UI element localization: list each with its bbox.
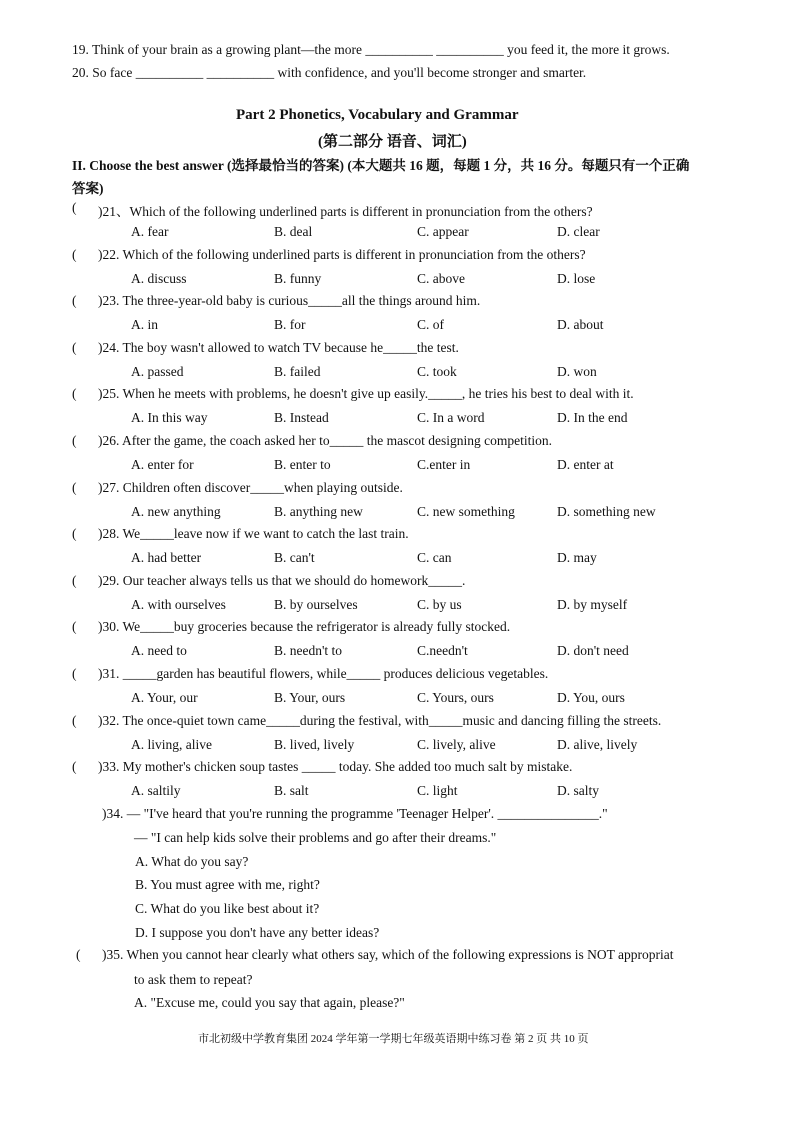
option-b: B. for [274,317,306,332]
page-footer: 市北初级中学教育集团 2024 学年第一学期七年级英语期中练习卷 第 2 页 共 10 页 [198,1033,589,1045]
option-a: A. saltily [131,783,181,798]
options-row [0,737,794,757]
options-row [0,597,794,617]
question-29 [0,573,794,593]
question-stem: )33. My mother's chicken soup tastes _____ today. She added too much salt by mistake. [98,759,573,774]
option-b: B. Your, ours [274,690,346,705]
question-stem: )28. We_____leave now if we want to catch the last train. [98,526,409,541]
question-stem: )29. Our teacher always tells us that we should do homework_____. [98,573,466,588]
option-a: A. in [131,317,158,332]
options-row [0,224,794,244]
answer-paren: ( [72,480,77,495]
option-d: D. You, ours [557,690,625,705]
option-d: D. by myself [557,597,628,612]
answer-paren: ( [72,526,77,541]
option-a: A. had better [131,550,202,565]
option-a: A. new anything [131,504,221,519]
option-c: C. lively, alive [417,737,496,752]
options-row [0,317,794,337]
question-stem: )21、Which of the following underlined parts is different in pronunciation from the others? [98,204,593,219]
answer-paren: ( [72,386,77,401]
answer-paren: ( [72,340,77,355]
question-35 [0,947,794,967]
question-21 [0,200,794,220]
section-heading-cont: 答案) [72,181,104,196]
option-d: D. In the end [557,410,628,425]
answer-paren: ( [72,247,77,262]
option-d: D. don't need [557,643,629,658]
question-stem: )24. The boy wasn't allowed to watch TV because he_____the test. [98,340,459,355]
option-b: B. failed [274,364,321,379]
options-row [0,550,794,570]
option-c: C. new something [417,504,515,519]
option-b: B. needn't to [274,643,343,658]
option-d: D. something new [557,504,656,519]
question-stem: )23. The three-year-old baby is curious_____all the things around him. [98,293,481,308]
question-stem: )35. When you cannot hear clearly what others say, which of the following expressions is NOT appropriat [102,947,674,962]
question-34 [0,806,794,826]
question-stem: )32. The once-quiet town came_____during the festival, with_____music and dancing filling the streets. [98,713,662,728]
option-d: D. lose [557,271,596,286]
options-row [0,271,794,291]
option-c: C. of [417,317,444,332]
option-d: D. may [557,550,597,565]
question-26 [0,433,794,453]
option-c: C.needn't [417,643,468,658]
option-a: A. living, alive [131,737,212,752]
option-a: A. discuss [131,271,187,286]
question-23 [0,293,794,313]
answer-paren: ( [72,666,77,681]
option-c: C. by us [417,597,462,612]
option-c: C. took [417,364,457,379]
options-row [0,783,794,803]
question-32 [0,713,794,733]
question-22 [0,247,794,267]
option-b: B. by ourselves [274,597,358,612]
option-b: B. salt [274,783,309,798]
options-row [0,364,794,384]
dialogue-reply: — "I can help kids solve their problems and go after their dreams." [134,830,497,845]
option-c: C. light [417,783,458,798]
question-stem: )34. — "I've heard that you're running the programme 'Teenager Helper'. _______________." [102,806,608,821]
option-d: D. salty [557,783,599,798]
question-stem-cont: to ask them to repeat? [134,972,253,987]
option-c: C. appear [417,224,469,239]
question-stem: )25. When he meets with problems, he doesn't give up easily._____, he tries his best to deal with it. [98,386,634,401]
option-c: C. can [417,550,452,565]
options-row [0,457,794,477]
option-a: A. with ourselves [131,597,226,612]
question-stem: )31. _____garden has beautiful flowers, while_____ produces delicious vegetables. [98,666,549,681]
section-heading: II. Choose the best answer (选择最恰当的答案) (本大题共 16 题，每题 1 分，共 16 分。每题只有一个正确 [72,158,690,173]
answer-paren: ( [72,619,77,634]
question-27 [0,480,794,500]
option-c: C. above [417,271,465,286]
option-a: A. fear [131,224,169,239]
question-33 [0,759,794,779]
option-b: B. Instead [274,410,329,425]
option-c: C. What do you like best about it? [135,901,320,916]
options-row [0,410,794,430]
option-c: C. Yours, ours [417,690,494,705]
answer-paren: ( [72,293,77,308]
options-row [0,690,794,710]
option-a: A. Your, our [131,690,198,705]
option-c: C. In a word [417,410,485,425]
question-31 [0,666,794,686]
question-stem: )22. Which of the following underlined parts is different in pronunciation from the others? [98,247,586,262]
answer-paren: ( [72,200,77,215]
answer-paren: ( [72,573,77,588]
answer-paren: ( [72,433,77,448]
answer-paren: ( [72,759,77,774]
question-25 [0,386,794,406]
question-30 [0,619,794,639]
option-d: D. won [557,364,597,379]
option-b: B. can't [274,550,315,565]
option-a: A. "Excuse me, could you say that again, please?" [134,995,405,1010]
options-row [0,643,794,663]
option-d: D. enter at [557,457,614,472]
option-d: D. alive, lively [557,737,638,752]
option-a: A. What do you say? [135,854,249,869]
question-19: 19. Think of your brain as a growing plant—the more __________ __________ you feed it, the more it grows. [72,42,670,57]
question-stem: )27. Children often discover_____when playing outside. [98,480,403,495]
option-b: B. funny [274,271,322,286]
options-row [0,504,794,524]
option-b: B. deal [274,224,313,239]
question-28 [0,526,794,546]
option-a: A. In this way [131,410,208,425]
option-a: A. need to [131,643,187,658]
option-b: B. lived, lively [274,737,355,752]
question-stem: )26. After the game, the coach asked her to_____ the mascot designing competition. [98,433,552,448]
question-20: 20. So face __________ __________ with confidence, and you'll become stronger and smarter. [72,65,587,80]
answer-paren: ( [76,947,81,962]
option-a: A. passed [131,364,184,379]
option-b: B. anything new [274,504,363,519]
part-title: Part 2 Phonetics, Vocabulary and Grammar [236,107,519,123]
option-b: B. You must agree with me, right? [135,877,320,892]
option-d: D. I suppose you don't have any better ideas? [135,925,380,940]
answer-paren: ( [72,713,77,728]
question-24 [0,340,794,360]
option-a: A. enter for [131,457,194,472]
option-d: D. clear [557,224,600,239]
part-subtitle: (第二部分 语音、词汇) [318,134,467,150]
option-b: B. enter to [274,457,331,472]
option-c: C.enter in [417,457,471,472]
question-stem: )30. We_____buy groceries because the refrigerator is already fully stocked. [98,619,511,634]
option-d: D. about [557,317,604,332]
